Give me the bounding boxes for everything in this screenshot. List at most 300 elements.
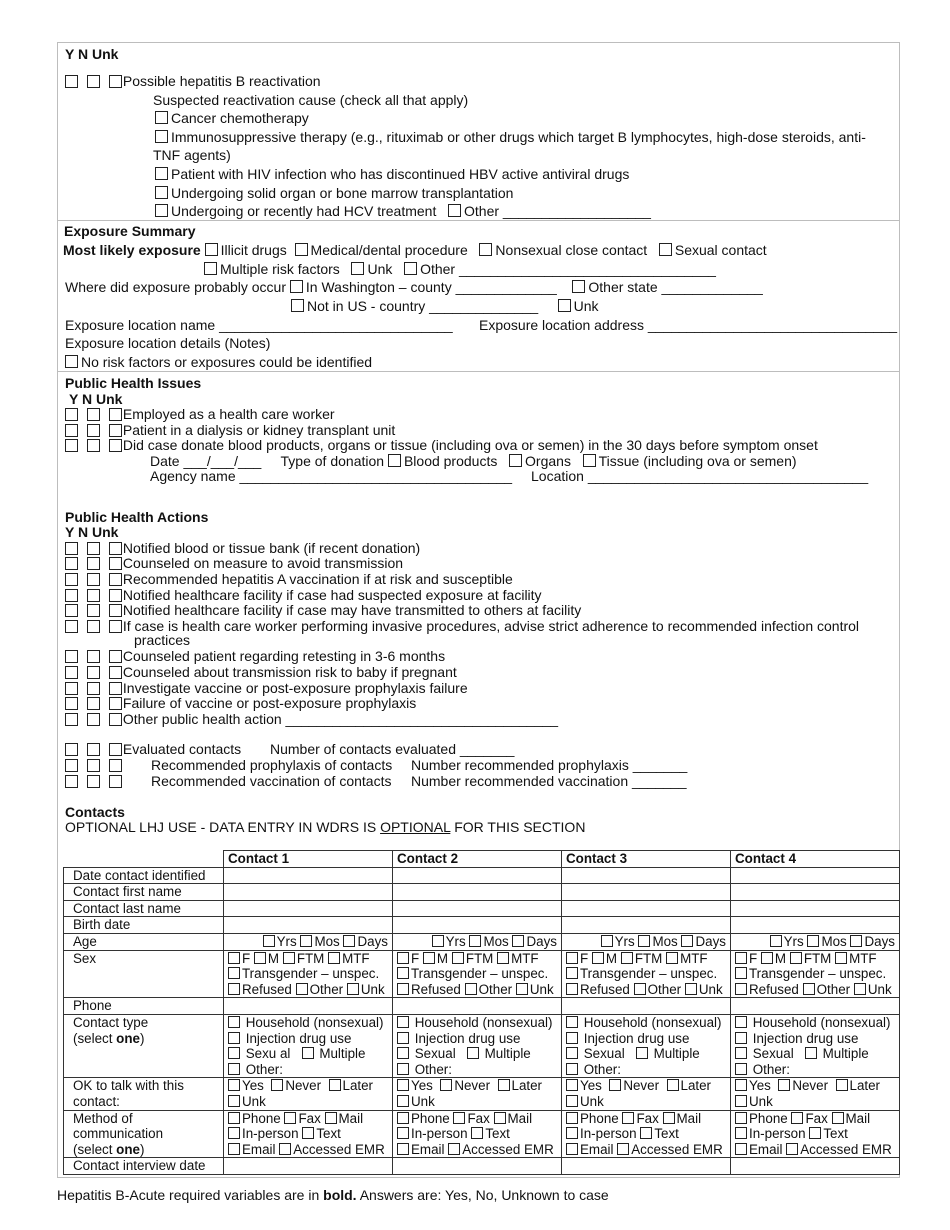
- yes-checkbox[interactable]: [65, 424, 78, 437]
- type-line: [228, 1062, 388, 1078]
- unk-checkbox[interactable]: [397, 1095, 409, 1107]
- sexual-checkbox[interactable]: [397, 1047, 409, 1059]
- age-options: [566, 934, 726, 950]
- mos-checkbox[interactable]: [807, 935, 819, 947]
- unk-checkbox[interactable]: [109, 408, 122, 421]
- input-cell[interactable]: [224, 917, 393, 934]
- refused-checkbox[interactable]: [228, 983, 240, 995]
- multiple-checkbox[interactable]: [302, 1047, 314, 1059]
- method-line: [228, 1111, 388, 1127]
- type-line: [735, 1031, 895, 1047]
- input-cell[interactable]: [562, 867, 731, 884]
- in-person-checkbox[interactable]: [566, 1127, 578, 1139]
- unk-checkbox[interactable]: [109, 604, 122, 617]
- option-label: Other:: [583, 1061, 621, 1077]
- other-checkbox[interactable]: [228, 1063, 240, 1075]
- action-cont: practices: [134, 632, 191, 648]
- hiv-checkbox[interactable]: [155, 167, 168, 180]
- input-cell[interactable]: [224, 867, 393, 884]
- table-row: [64, 1014, 900, 1077]
- fax-checkbox[interactable]: [622, 1112, 634, 1124]
- not-us-checkbox[interactable]: [291, 299, 304, 312]
- yrs-checkbox[interactable]: [770, 935, 782, 947]
- injection-checkbox[interactable]: [735, 1032, 747, 1044]
- yes-checkbox[interactable]: [65, 557, 78, 570]
- input-cell[interactable]: [562, 917, 731, 934]
- other-checkbox[interactable]: [566, 1063, 578, 1075]
- type-line: [735, 1046, 895, 1062]
- exposure-title: Exposure Summary: [64, 223, 196, 239]
- option-label: Phone: [749, 1110, 788, 1126]
- option-label: Mos: [483, 933, 509, 949]
- later-checkbox[interactable]: [836, 1079, 848, 1091]
- emr-checkbox[interactable]: [279, 1143, 291, 1155]
- eval-contacts-row: [65, 741, 241, 757]
- unk-checkbox[interactable]: [109, 557, 122, 570]
- no-checkbox[interactable]: [87, 666, 100, 679]
- later-checkbox[interactable]: [329, 1079, 341, 1091]
- unk-checkbox[interactable]: [516, 983, 528, 995]
- unk-checkbox[interactable]: [854, 983, 866, 995]
- action-item: [65, 695, 416, 711]
- immuno-checkbox[interactable]: [155, 130, 168, 143]
- option-label: Yrs: [614, 933, 635, 949]
- option-label: In-person: [749, 1126, 806, 1142]
- emr-checkbox[interactable]: [617, 1143, 629, 1155]
- option-label: Injection drug use: [245, 1030, 352, 1046]
- option-label: M: [267, 950, 280, 966]
- mail-checkbox[interactable]: [832, 1112, 844, 1124]
- blood-checkbox[interactable]: [388, 454, 401, 467]
- sexual-checkbox[interactable]: [566, 1047, 578, 1059]
- input-cell[interactable]: [562, 1158, 731, 1175]
- unk-checkbox[interactable]: [109, 589, 122, 602]
- yes-checkbox[interactable]: [65, 75, 78, 88]
- other-checkbox[interactable]: [735, 1063, 747, 1075]
- sex-cell: [393, 950, 562, 998]
- household-checkbox[interactable]: [397, 1016, 409, 1028]
- input-cell[interactable]: [393, 867, 562, 884]
- text-checkbox[interactable]: [640, 1127, 652, 1139]
- mail-checkbox[interactable]: [325, 1112, 337, 1124]
- male-checkbox[interactable]: [592, 952, 604, 964]
- other-checkbox[interactable]: [465, 983, 477, 995]
- input-cell[interactable]: [393, 900, 562, 917]
- row-label: Sex: [64, 950, 224, 998]
- other-checkbox[interactable]: [634, 983, 646, 995]
- input-cell[interactable]: [731, 917, 900, 934]
- age-cell: [224, 933, 393, 950]
- unk-checkbox[interactable]: [351, 262, 364, 275]
- mtf-checkbox[interactable]: [328, 952, 340, 964]
- hcv-checkbox[interactable]: [155, 204, 168, 217]
- text-checkbox[interactable]: [302, 1127, 314, 1139]
- table-row: [64, 867, 900, 884]
- other-checkbox[interactable]: [404, 262, 417, 275]
- other-checkbox[interactable]: [296, 983, 308, 995]
- mtf-checkbox[interactable]: [497, 952, 509, 964]
- no-checkbox[interactable]: [87, 713, 100, 726]
- unk-checkbox[interactable]: [109, 75, 122, 88]
- yes-checkbox[interactable]: [566, 1079, 578, 1091]
- input-cell[interactable]: [393, 998, 562, 1015]
- option-label: Accessed EMR: [800, 1141, 892, 1157]
- unk-checkbox[interactable]: [109, 424, 122, 437]
- yrs-checkbox[interactable]: [432, 935, 444, 947]
- age-cell: [731, 933, 900, 950]
- footer-note: [57, 1187, 609, 1203]
- refused-checkbox[interactable]: [735, 983, 747, 995]
- mos-checkbox[interactable]: [300, 935, 312, 947]
- mail-checkbox[interactable]: [663, 1112, 675, 1124]
- age-cell: [393, 933, 562, 950]
- unk-checkbox[interactable]: [109, 542, 122, 555]
- transgender-checkbox[interactable]: [735, 967, 747, 979]
- sexual-checkbox[interactable]: [659, 243, 672, 256]
- input-cell[interactable]: [393, 917, 562, 934]
- sex-line: [566, 951, 726, 967]
- unk-checkbox[interactable]: [347, 983, 359, 995]
- yes-checkbox[interactable]: [65, 713, 78, 726]
- multiple-label: Multiple risk factors: [220, 261, 340, 277]
- male-checkbox[interactable]: [423, 952, 435, 964]
- no-checkbox[interactable]: [87, 408, 100, 421]
- unk-checkbox[interactable]: [109, 620, 122, 633]
- option-label: Mos: [652, 933, 678, 949]
- unk-checkbox[interactable]: [735, 1095, 747, 1107]
- ok-line: [735, 1094, 895, 1110]
- no-checkbox[interactable]: [87, 424, 100, 437]
- yes-checkbox[interactable]: [65, 573, 78, 586]
- no-checkbox[interactable]: [87, 759, 100, 772]
- employed-label: Employed as a health care worker: [122, 406, 335, 422]
- optional-underlined: OPTIONAL: [380, 819, 451, 835]
- multiple-checkbox[interactable]: [467, 1047, 479, 1059]
- yes-checkbox[interactable]: [65, 589, 78, 602]
- donation-date: Date ___/___/___: [150, 453, 262, 469]
- option-label: Email: [242, 1141, 276, 1157]
- unk-checkbox[interactable]: [109, 759, 122, 772]
- no-risk-label: No risk factors or exposures could be identified: [81, 354, 373, 370]
- option-label: Days: [357, 933, 388, 949]
- fax-checkbox[interactable]: [284, 1112, 296, 1124]
- other-state-checkbox[interactable]: [572, 280, 585, 293]
- ftm-checkbox[interactable]: [790, 952, 802, 964]
- cause-immuno-label: Immunosuppressive therapy (e.g., rituximab or other drugs which target B lymphocytes, high-dose steroids, anti-: [171, 129, 866, 145]
- multiple-checkbox[interactable]: [805, 1047, 817, 1059]
- option-label: M: [774, 950, 787, 966]
- no-checkbox[interactable]: [87, 620, 100, 633]
- option-label: Transgender – unspec.: [749, 966, 887, 982]
- option-label: Other: [478, 981, 513, 997]
- option-label: Other:: [245, 1061, 283, 1077]
- input-cell[interactable]: [562, 884, 731, 901]
- days-checkbox[interactable]: [681, 935, 693, 947]
- email-checkbox[interactable]: [228, 1143, 240, 1155]
- rec-prophylaxis-label: Recommended prophylaxis of contacts: [151, 757, 393, 773]
- no-checkbox[interactable]: [87, 682, 100, 695]
- cancer-checkbox[interactable]: [155, 111, 168, 124]
- yes-checkbox[interactable]: [65, 759, 78, 772]
- female-checkbox[interactable]: [566, 952, 578, 964]
- no-checkbox[interactable]: [87, 697, 100, 710]
- no-checkbox[interactable]: [87, 542, 100, 555]
- no-checkbox[interactable]: [87, 557, 100, 570]
- yes-checkbox[interactable]: [65, 620, 78, 633]
- ok-line: [228, 1078, 388, 1094]
- type-line: [735, 1015, 895, 1031]
- yes-checkbox[interactable]: [735, 1079, 747, 1091]
- no-risk-row: [65, 354, 372, 370]
- sex-line: [735, 951, 895, 967]
- contacts-title: Contacts: [65, 804, 125, 820]
- method-select: [73, 1142, 219, 1158]
- option-label: MTF: [511, 950, 539, 966]
- ok-line: [397, 1078, 557, 1094]
- row-label: Contact interview date: [64, 1158, 224, 1175]
- row-label: Contact last name: [64, 900, 224, 917]
- unk-checkbox[interactable]: [109, 713, 122, 726]
- phone-checkbox[interactable]: [228, 1112, 240, 1124]
- never-checkbox[interactable]: [778, 1079, 790, 1091]
- yes-checkbox[interactable]: [65, 697, 78, 710]
- yrs-checkbox[interactable]: [263, 935, 275, 947]
- text-checkbox[interactable]: [471, 1127, 483, 1139]
- nonsexual-checkbox[interactable]: [479, 243, 492, 256]
- action-item: [65, 555, 403, 571]
- male-checkbox[interactable]: [761, 952, 773, 964]
- mtf-checkbox[interactable]: [835, 952, 847, 964]
- option-label: Later: [849, 1078, 881, 1094]
- fax-checkbox[interactable]: [791, 1112, 803, 1124]
- unk-checkbox[interactable]: [228, 1095, 240, 1107]
- unk-checkbox[interactable]: [685, 983, 697, 995]
- email-checkbox[interactable]: [397, 1143, 409, 1155]
- transgender-checkbox[interactable]: [566, 967, 578, 979]
- in-person-checkbox[interactable]: [735, 1127, 747, 1139]
- input-cell[interactable]: [224, 1158, 393, 1175]
- no-checkbox[interactable]: [87, 75, 100, 88]
- days-checkbox[interactable]: [850, 935, 862, 947]
- phone-checkbox[interactable]: [397, 1112, 409, 1124]
- never-checkbox[interactable]: [609, 1079, 621, 1091]
- sexual-checkbox[interactable]: [228, 1047, 240, 1059]
- reactivation-ynu: [65, 75, 119, 88]
- option-label: Injection drug use: [752, 1030, 859, 1046]
- text-checkbox[interactable]: [809, 1127, 821, 1139]
- method-line: [566, 1142, 726, 1158]
- no-risk-checkbox[interactable]: [65, 355, 78, 368]
- ftm-checkbox[interactable]: [283, 952, 295, 964]
- transgender-checkbox[interactable]: [397, 967, 409, 979]
- other-checkbox[interactable]: [448, 204, 461, 217]
- unk-checkbox[interactable]: [109, 650, 122, 663]
- input-cell[interactable]: [224, 884, 393, 901]
- household-checkbox[interactable]: [566, 1016, 578, 1028]
- never-checkbox[interactable]: [271, 1079, 283, 1091]
- organs-checkbox[interactable]: [509, 454, 522, 467]
- fax-checkbox[interactable]: [453, 1112, 465, 1124]
- option-label: MTF: [849, 950, 877, 966]
- email-checkbox[interactable]: [566, 1143, 578, 1155]
- dialysis-label: Patient in a dialysis or kidney transplant unit: [122, 422, 396, 438]
- in-person-checkbox[interactable]: [228, 1127, 240, 1139]
- option-label: Household (nonsexual): [752, 1014, 891, 1030]
- mos-checkbox[interactable]: [469, 935, 481, 947]
- yes-checkbox[interactable]: [228, 1079, 240, 1091]
- washington-checkbox[interactable]: [290, 280, 303, 293]
- no-checkbox[interactable]: [87, 775, 100, 788]
- option-label: Refused: [580, 981, 630, 997]
- unk-checkbox[interactable]: [109, 697, 122, 710]
- yes-checkbox[interactable]: [397, 1079, 409, 1091]
- transgender-checkbox[interactable]: [228, 967, 240, 979]
- email-checkbox[interactable]: [735, 1143, 747, 1155]
- medical-checkbox[interactable]: [295, 243, 308, 256]
- input-cell[interactable]: [224, 900, 393, 917]
- yes-checkbox[interactable]: [65, 542, 78, 555]
- sex-line: [397, 966, 557, 982]
- input-cell[interactable]: [562, 900, 731, 917]
- injection-checkbox[interactable]: [397, 1032, 409, 1044]
- input-cell[interactable]: [731, 867, 900, 884]
- unk-checkbox[interactable]: [109, 439, 122, 452]
- male-checkbox[interactable]: [254, 952, 266, 964]
- unk-checkbox[interactable]: [566, 1095, 578, 1107]
- no-checkbox[interactable]: [87, 604, 100, 617]
- table-row: [64, 998, 900, 1015]
- phone-checkbox[interactable]: [735, 1112, 747, 1124]
- mtf-checkbox[interactable]: [666, 952, 678, 964]
- ftm-checkbox[interactable]: [621, 952, 633, 964]
- medical-label: Medical/dental procedure: [310, 242, 468, 258]
- mos-checkbox[interactable]: [638, 935, 650, 947]
- injection-checkbox[interactable]: [566, 1032, 578, 1044]
- no-checkbox[interactable]: [87, 573, 100, 586]
- action-item: [65, 664, 457, 680]
- input-cell[interactable]: [562, 998, 731, 1015]
- method-cell: [731, 1110, 900, 1158]
- mail-checkbox[interactable]: [494, 1112, 506, 1124]
- option-label: Mos: [314, 933, 340, 949]
- days-checkbox[interactable]: [343, 935, 355, 947]
- refused-checkbox[interactable]: [397, 983, 409, 995]
- transplant-checkbox[interactable]: [155, 186, 168, 199]
- unk-checkbox[interactable]: [109, 573, 122, 586]
- days-checkbox[interactable]: [512, 935, 524, 947]
- ok-line: [566, 1094, 726, 1110]
- contact-3-header: Contact 3: [562, 851, 731, 868]
- no-checkbox[interactable]: [87, 650, 100, 663]
- no-checkbox[interactable]: [87, 589, 100, 602]
- unk-checkbox[interactable]: [109, 775, 122, 788]
- emr-checkbox[interactable]: [786, 1143, 798, 1155]
- sex-line: [228, 951, 388, 967]
- other-checkbox[interactable]: [397, 1063, 409, 1075]
- female-checkbox[interactable]: [397, 952, 409, 964]
- yes-checkbox[interactable]: [65, 439, 78, 452]
- illicit-checkbox[interactable]: [205, 243, 218, 256]
- row-label: [64, 1078, 224, 1110]
- reactivation-label: Possible hepatitis B reactivation: [122, 73, 321, 89]
- other-checkbox[interactable]: [803, 983, 815, 995]
- input-cell[interactable]: [731, 900, 900, 917]
- yes-checkbox[interactable]: [65, 666, 78, 679]
- input-cell[interactable]: [393, 1158, 562, 1175]
- ftm-checkbox[interactable]: [452, 952, 464, 964]
- input-cell[interactable]: [731, 1158, 900, 1175]
- unk-checkbox[interactable]: [109, 666, 122, 679]
- multiple-checkbox[interactable]: [204, 262, 217, 275]
- female-checkbox[interactable]: [228, 952, 240, 964]
- select-post: ): [139, 1141, 145, 1157]
- in-person-checkbox[interactable]: [397, 1127, 409, 1139]
- action-label: Investigate vaccine or post-exposure prophylaxis failure: [122, 680, 468, 696]
- household-checkbox[interactable]: [228, 1016, 240, 1028]
- row-label: Phone: [64, 998, 224, 1015]
- sexual-checkbox[interactable]: [735, 1047, 747, 1059]
- yes-checkbox[interactable]: [65, 650, 78, 663]
- multiple-checkbox[interactable]: [636, 1047, 648, 1059]
- emr-checkbox[interactable]: [448, 1143, 460, 1155]
- contact-type-cell: [562, 1014, 731, 1077]
- cause-transplant-label: Undergoing solid organ or bone marrow transplantation: [171, 185, 514, 201]
- option-label: Multiple: [484, 1046, 531, 1062]
- input-cell[interactable]: [731, 998, 900, 1015]
- unk-checkbox[interactable]: [109, 743, 122, 756]
- yes-checkbox[interactable]: [65, 775, 78, 788]
- option-label: Fax: [467, 1110, 490, 1126]
- contacts-table: [63, 850, 900, 1175]
- yes-checkbox[interactable]: [65, 682, 78, 695]
- female-checkbox[interactable]: [735, 952, 747, 964]
- input-cell[interactable]: [393, 884, 562, 901]
- household-checkbox[interactable]: [735, 1016, 747, 1028]
- option-label: FTM: [803, 950, 832, 966]
- option-label: Never: [623, 1078, 660, 1094]
- method-line: [397, 1111, 557, 1127]
- where-unk-checkbox[interactable]: [558, 299, 571, 312]
- no-checkbox[interactable]: [87, 743, 100, 756]
- later-checkbox[interactable]: [498, 1079, 510, 1091]
- tissue-checkbox[interactable]: [583, 454, 596, 467]
- refused-checkbox[interactable]: [566, 983, 578, 995]
- yes-checkbox[interactable]: [65, 743, 78, 756]
- type-line: [397, 1015, 557, 1031]
- actions-ynu: Y N Unk: [65, 524, 119, 540]
- later-checkbox[interactable]: [667, 1079, 679, 1091]
- nonsexual-label: Nonsexual close contact: [495, 242, 648, 258]
- type-line: [397, 1062, 557, 1078]
- sex-line: [397, 951, 557, 967]
- donation-row: [150, 453, 797, 469]
- unk-checkbox[interactable]: [109, 682, 122, 695]
- donate-label: Did case donate blood products, organs or tissue (including ova or semen) in the 30 days before symptom onset: [122, 437, 818, 453]
- input-cell[interactable]: [224, 998, 393, 1015]
- age-options: [735, 934, 895, 950]
- yrs-checkbox[interactable]: [601, 935, 613, 947]
- injection-checkbox[interactable]: [228, 1032, 240, 1044]
- phone-checkbox[interactable]: [566, 1112, 578, 1124]
- type-line: [228, 1015, 388, 1031]
- yes-checkbox[interactable]: [65, 604, 78, 617]
- no-checkbox[interactable]: [87, 439, 100, 452]
- option-label: Refused: [749, 981, 799, 997]
- input-cell[interactable]: [731, 884, 900, 901]
- option-label: Sexu al: [245, 1046, 291, 1062]
- never-checkbox[interactable]: [440, 1079, 452, 1091]
- yes-checkbox[interactable]: [65, 408, 78, 421]
